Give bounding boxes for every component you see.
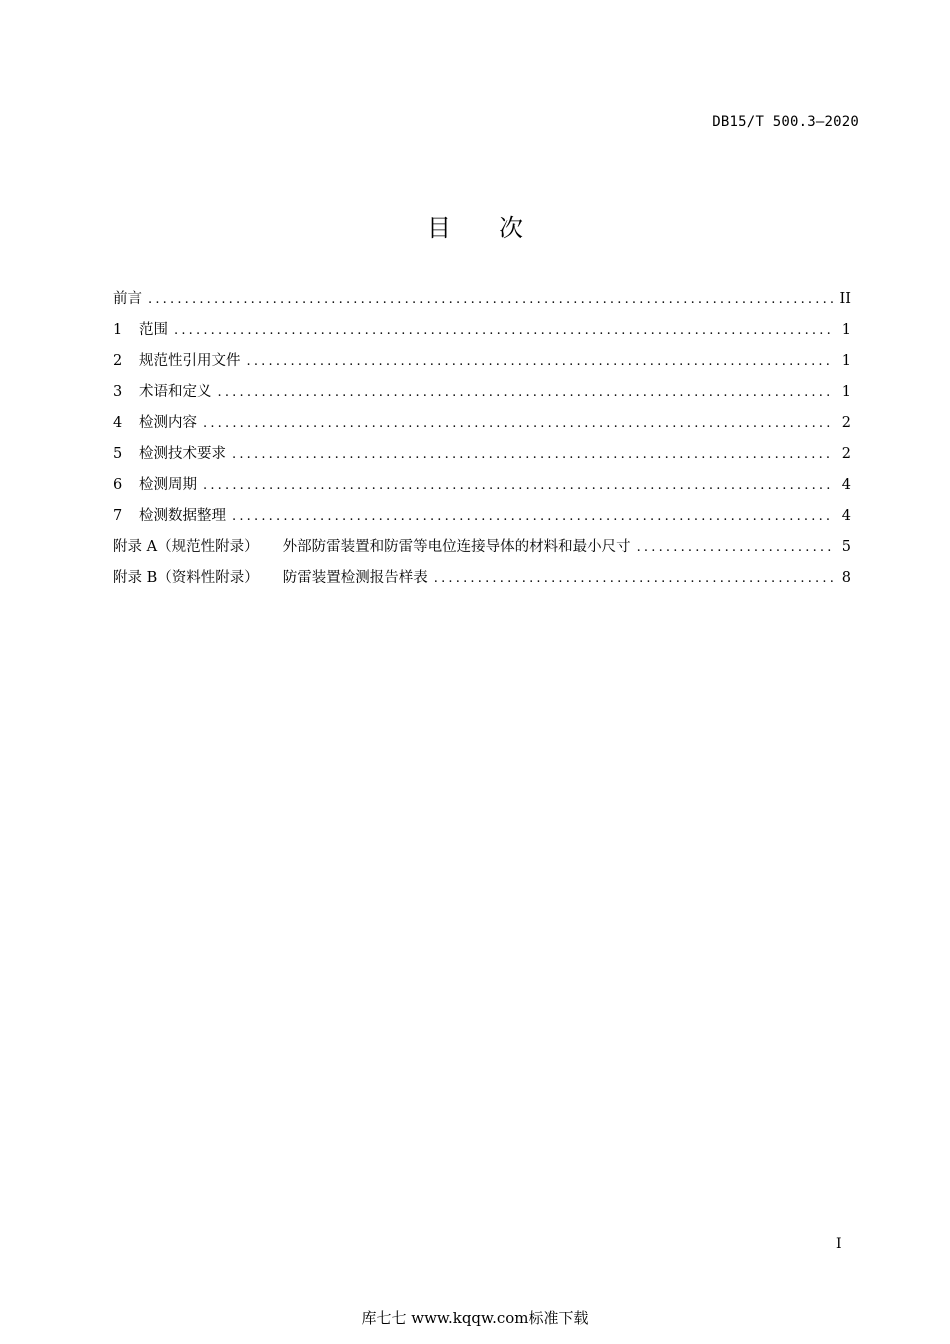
- toc-entry-appendix-a[interactable]: [113, 535, 851, 566]
- toc-title: [0, 208, 950, 243]
- toc-entry-page: 8: [841, 570, 851, 586]
- toc-entry-page: 2: [841, 415, 851, 431]
- toc-entry-7[interactable]: [113, 504, 851, 535]
- toc-entry-number: 2: [113, 353, 123, 369]
- toc-entry-label: 检测周期: [139, 477, 197, 493]
- toc-entry-number: 3: [113, 384, 123, 400]
- toc-entry-page: 2: [841, 446, 851, 462]
- toc-leader-dots: [203, 416, 833, 431]
- toc-leader-dots: [218, 385, 834, 400]
- toc-entry-subtitle: 防雷装置检测报告样表: [282, 570, 428, 586]
- toc-entry-label: 范围: [139, 322, 168, 338]
- toc-entry-page: 1: [841, 384, 851, 400]
- page-number: I: [836, 1236, 842, 1252]
- toc-title-char-1: 目: [427, 214, 451, 242]
- toc-leader-dots: [247, 354, 834, 369]
- toc-entry-label: 规范性引用文件: [139, 353, 241, 369]
- toc-entry-label: 检测数据整理: [139, 508, 226, 524]
- toc-entry-subtitle: 外部防雷装置和防雷等电位连接导体的材料和最小尺寸: [282, 539, 631, 555]
- toc-leader-dots: [203, 478, 833, 493]
- toc-leader-dots: [637, 540, 833, 555]
- toc-leader-dots: [434, 571, 833, 586]
- toc-entry-label: 前言: [113, 291, 142, 307]
- toc-leader-dots: [174, 323, 833, 338]
- toc-entry-2[interactable]: [113, 349, 851, 380]
- toc-leader-dots: [232, 447, 833, 462]
- toc-entry-3[interactable]: [113, 380, 851, 411]
- toc-entry-number: 1: [113, 322, 123, 338]
- toc-entry-number: 4: [113, 415, 123, 431]
- toc-entry-4[interactable]: [113, 411, 851, 442]
- toc-entry-number: 7: [113, 508, 123, 524]
- toc-entry-number: 5: [113, 446, 123, 462]
- toc-entry-label: 检测内容: [139, 415, 197, 431]
- toc-entry-label: 附录 A（规范性附录）: [113, 539, 259, 555]
- toc-entry-page: 4: [841, 508, 851, 524]
- toc-entry-6[interactable]: [113, 473, 851, 504]
- toc-leader-dots: [148, 292, 833, 307]
- toc-entry-page: II: [839, 291, 851, 307]
- footer-watermark: 库七七 www.kqqw.com标准下载: [361, 1309, 589, 1327]
- toc-entry-5[interactable]: [113, 442, 851, 473]
- toc-entry-foreword[interactable]: [113, 287, 851, 318]
- toc-entry-number: 6: [113, 477, 123, 493]
- toc-entry-page: 1: [841, 353, 851, 369]
- toc-entry-1[interactable]: [113, 318, 851, 349]
- toc-entry-page: 4: [841, 477, 851, 493]
- toc-leader-dots: [232, 509, 833, 524]
- toc-entry-label: 附录 B（资料性附录）: [113, 570, 259, 586]
- toc-entry-page: 5: [841, 539, 851, 555]
- toc-entry-label: 检测技术要求: [139, 446, 226, 462]
- toc-entry-label: 术语和定义: [139, 384, 212, 400]
- document-id: DB15/T 500.3—2020: [712, 114, 859, 130]
- toc-entry-page: 1: [841, 322, 851, 338]
- toc-list: [113, 287, 851, 597]
- toc-entry-appendix-b[interactable]: [113, 566, 851, 597]
- toc-title-char-2: 次: [499, 214, 523, 242]
